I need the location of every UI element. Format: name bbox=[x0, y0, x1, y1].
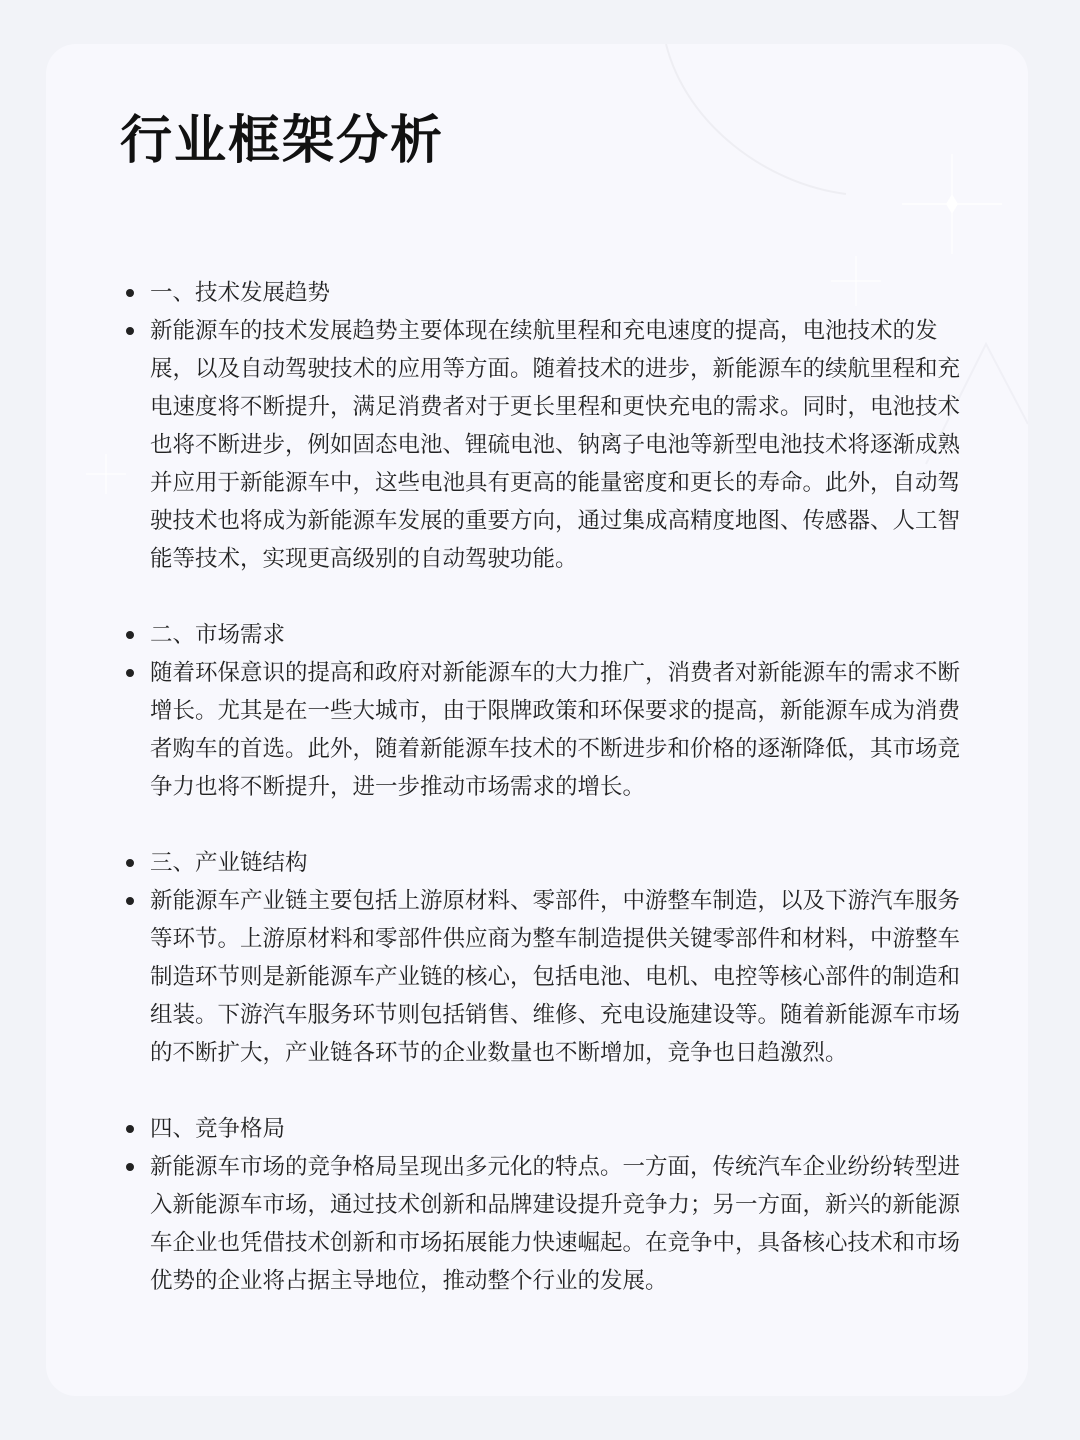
section-body: 新能源车产业链主要包括上游原材料、零部件，中游整车制造，以及下游汽车服务等环节。上游原材料和零部件供应商为整车制造提供关键零部件和材料，中游整车制造环节则是新能源车产业链的核心，包括电池、电机、电控等核心部件的制造和组装。下游汽车服务环节则包括销售、维修、充电设施建设等。随着新能源车市场的不断扩大，产业链各环节的企业数量也不断增加，竞争也日趋激烈。 bbox=[124, 882, 970, 1072]
section-body: 新能源车的技术发展趋势主要体现在续航里程和充电速度的提高，电池技术的发展，以及自动驾驶技术的应用等方面。随着技术的进步，新能源车的续航里程和充电速度将不断提升，满足消费者对于更长里程和更快充电的需求。同时，电池技术也将不断进步，例如固态电池、锂硫电池、钠离子电池等新型电池技术将逐渐成熟并应用于新能源车中，这些电池具有更高的能量密度和更长的寿命。此外，自动驾驶技术也将成为新能源车发展的重要方向，通过集成高精度地图、传感器、人工智能等技术，实现更高级别的自动驾驶功能。 bbox=[124, 312, 970, 578]
section-heading: 一、技术发展趋势 bbox=[124, 274, 970, 312]
page-title: 行业框架分析 bbox=[120, 111, 445, 171]
section-heading: 四、竞争格局 bbox=[124, 1110, 970, 1148]
section-body: 随着环保意识的提高和政府对新能源车的大力推广，消费者对新能源车的需求不断增长。尤其是在一些大城市，由于限牌政策和环保要求的提高，新能源车成为消费者购车的首选。此外，随着新能源车技术的不断进步和价格的逐渐降低，其市场竞争力也将不断提升，进一步推动市场需求的增长。 bbox=[124, 654, 970, 806]
section-body: 新能源车市场的竞争格局呈现出多元化的特点。一方面，传统汽车企业纷纷转型进入新能源车市场，通过技术创新和品牌建设提升竞争力；另一方面，新兴的新能源车企业也凭借技术创新和市场拓展能力快速崛起。在竞争中，具备核心技术和市场优势的企业将占据主导地位，推动整个行业的发展。 bbox=[124, 1148, 970, 1300]
section-heading: 二、市场需求 bbox=[124, 616, 970, 654]
content-card bbox=[46, 44, 1028, 1396]
analysis-list bbox=[124, 274, 970, 1300]
section-heading: 三、产业链结构 bbox=[124, 844, 970, 882]
